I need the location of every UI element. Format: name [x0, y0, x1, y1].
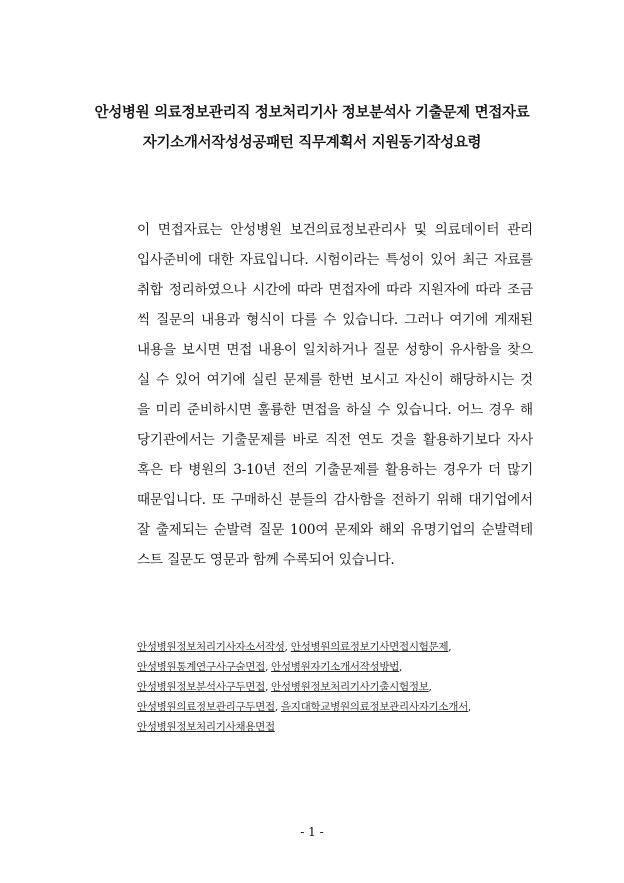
- related-link[interactable]: 안성병원정보처리기사자소서작성: [137, 641, 285, 653]
- body-line: 이 면접자료는 안성병원 보건의료정보관리사 및 의료데이터 관리: [137, 222, 533, 238]
- related-link[interactable]: 안성병원정보처리기사채용면접: [137, 721, 275, 733]
- body-line: 당기관에서는 기출문제를 바로 직전 연도 것을 활용하기보다 자사: [137, 432, 533, 448]
- body-line: 스트 질문도 영문과 함께 수록되어 있습니다.: [137, 552, 395, 568]
- related-link[interactable]: 안성병원통계연구사구술면접: [137, 661, 265, 673]
- body-line: 입사준비에 대한 자료입니다. 시험이라는 특성이 있어 최근 자료를: [137, 252, 533, 268]
- related-link[interactable]: 안성병원자기소개서작성방법: [271, 661, 400, 673]
- related-links: 안성병원정보처리기사자소서작성, 안성병원의료정보기사면접시험문제, 안성병원통계연구사구술면접, 안성병원자기소개서작성방법, 안성병원정보분석사구두면접, 안성병원정보처리기사기출시험정보, 안성병원의료정보관리구두면접, 을지대학교병원의료정보관리사자기소개서, 안성병원정보처리기사채용면접: [137, 641, 471, 733]
- related-link[interactable]: 안성병원의료정보기사면접시험문제: [290, 641, 449, 653]
- body-line: 씩 질문의 내용과 형식이 다를 수 있습니다. 그러나 여기에 게재된: [137, 312, 533, 328]
- document-title-line1: 안성병원 의료정보관리직 정보처리기사 정보분석사 기출문제 면접자료: [94, 104, 530, 121]
- page-number: - 1 -: [300, 825, 324, 839]
- related-link[interactable]: 을지대학교병원의료정보관리사자기소개서: [280, 701, 468, 713]
- related-link[interactable]: 안성병원정보처리기사기출시험정보: [271, 681, 429, 693]
- body-line: 취합 정리하였으나 시간에 따라 면접자에 따라 지원자에 따라 조금: [137, 282, 533, 298]
- body-line: 을 미리 준비하시면 훌륭한 면접을 하실 수 있습니다. 어느 경우 해: [137, 402, 533, 418]
- document-title-line2: 자기소개서작성성공패턴 직무계획서 지원동기작성요령: [142, 134, 482, 151]
- related-link[interactable]: 안성병원의료정보관리구두면접: [137, 701, 275, 713]
- body-line: 실 수 있어 여기에 실린 문제를 한번 보시고 자신이 해당하시는 것: [137, 372, 533, 388]
- related-link[interactable]: 안성병원정보분석사구두면접: [137, 681, 265, 693]
- body-line: 때문입니다. 또 구매하신 분들의 감사함을 전하기 위해 대기업에서: [137, 492, 533, 508]
- body-line: 혹은 타 병원의 3-10년 전의 기출문제를 활용하는 경우가 더 많기: [137, 462, 533, 478]
- body-line: 내용을 보시면 면접 내용이 일치하거나 질문 성향이 유사함을 찾으: [137, 342, 533, 358]
- body-line: 잘 출제되는 순발력 질문 100여 문제와 해외 유명기업의 순발력테: [137, 522, 533, 538]
